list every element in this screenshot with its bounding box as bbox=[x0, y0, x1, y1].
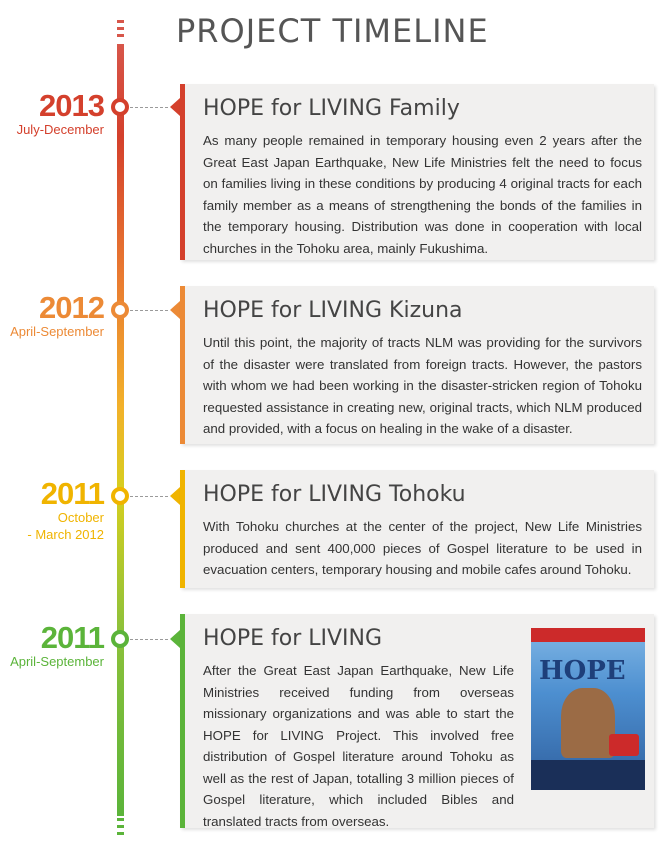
timeline-node bbox=[111, 487, 129, 505]
timeline-axis bbox=[117, 44, 124, 816]
entry-heading: HOPE for LIVING Tohoku bbox=[203, 482, 466, 507]
entry-text: As many people remained in temporary housing even 2 years after the Great East Japan Earthquake, New Life Ministries felt the need to focus on families living in these conditions by producing 4 original tracts for each family member as a means of strengthening the bonds of the families in the temporary housing. Distribution was done in cooperation with local churches in the Tohoku area, mainly Fukushima. bbox=[203, 133, 642, 256]
entry-card bbox=[180, 84, 654, 260]
poster-hope-logo: HOPE bbox=[539, 656, 626, 686]
entry-heading: HOPE for LIVING Kizuna bbox=[203, 298, 463, 323]
axis-tick bbox=[117, 27, 124, 30]
period-label: April-September bbox=[10, 654, 104, 669]
year-label: 2013 bbox=[39, 88, 104, 123]
entry-heading: HOPE for LIVING Family bbox=[203, 96, 460, 121]
entry-card bbox=[180, 470, 654, 588]
axis-tick bbox=[117, 20, 124, 23]
poster-banner bbox=[531, 628, 645, 642]
entry-text: With Tohoku churches at the center of the project, New Life Ministries produced and sent 400,000 pieces of Gospel literature to be used in evacuation centers, temporary housing and mobile cafes around Tohoku. bbox=[203, 519, 642, 577]
entry-card bbox=[180, 286, 654, 444]
period-label: April-September bbox=[10, 324, 104, 339]
pointer-arrow bbox=[170, 630, 180, 648]
page-title: PROJECT TIMELINE bbox=[176, 12, 489, 50]
poster-footer bbox=[531, 760, 645, 790]
axis-tick bbox=[117, 825, 124, 828]
year-label: 2012 bbox=[39, 290, 104, 325]
entry-text: Until this point, the majority of tracts NLM was providing for the survivors of the disaster were translated from foreign tracts. However, the pastors with whom we had been working in the disaster-stricken region of Tohoku requested assistance in creating new, original tracts, which NLM produced and provided, with a focus on healing in the wake of a disaster. bbox=[203, 335, 642, 436]
year-label: 2011 bbox=[40, 476, 104, 511]
poster-tag bbox=[609, 734, 639, 756]
period-label: July-December bbox=[16, 122, 104, 137]
connector-line bbox=[130, 496, 168, 497]
hope-for-living-poster-image bbox=[531, 628, 645, 790]
pointer-arrow bbox=[170, 487, 180, 505]
pointer-arrow bbox=[170, 98, 180, 116]
timeline-node bbox=[111, 98, 129, 116]
connector-line bbox=[130, 310, 168, 311]
connector-line bbox=[130, 107, 168, 108]
timeline-node bbox=[111, 630, 129, 648]
entry-heading: HOPE for LIVING bbox=[203, 626, 383, 651]
axis-tick bbox=[117, 832, 124, 835]
entry-text: After the Great East Japan Earthquake, New Life Ministries received funding from overseas missionary organizations and was able to start the HOPE for LIVING Project. This involved free distribution of Gospel literature around Tohoku as well as the rest of Japan, totalling 3 million pieces of Gospel literature, which included Bibles and translated tracts from overseas. bbox=[203, 663, 514, 829]
connector-line bbox=[130, 639, 168, 640]
year-label: 2011 bbox=[40, 620, 104, 655]
timeline-node bbox=[111, 301, 129, 319]
period-label: October bbox=[57, 510, 104, 525]
pointer-arrow bbox=[170, 301, 180, 319]
poster-figure-image bbox=[561, 688, 615, 758]
axis-tick bbox=[117, 818, 124, 821]
entry-card bbox=[180, 614, 654, 828]
period-label-2: - March 2012 bbox=[27, 527, 104, 542]
axis-tick bbox=[117, 34, 124, 37]
